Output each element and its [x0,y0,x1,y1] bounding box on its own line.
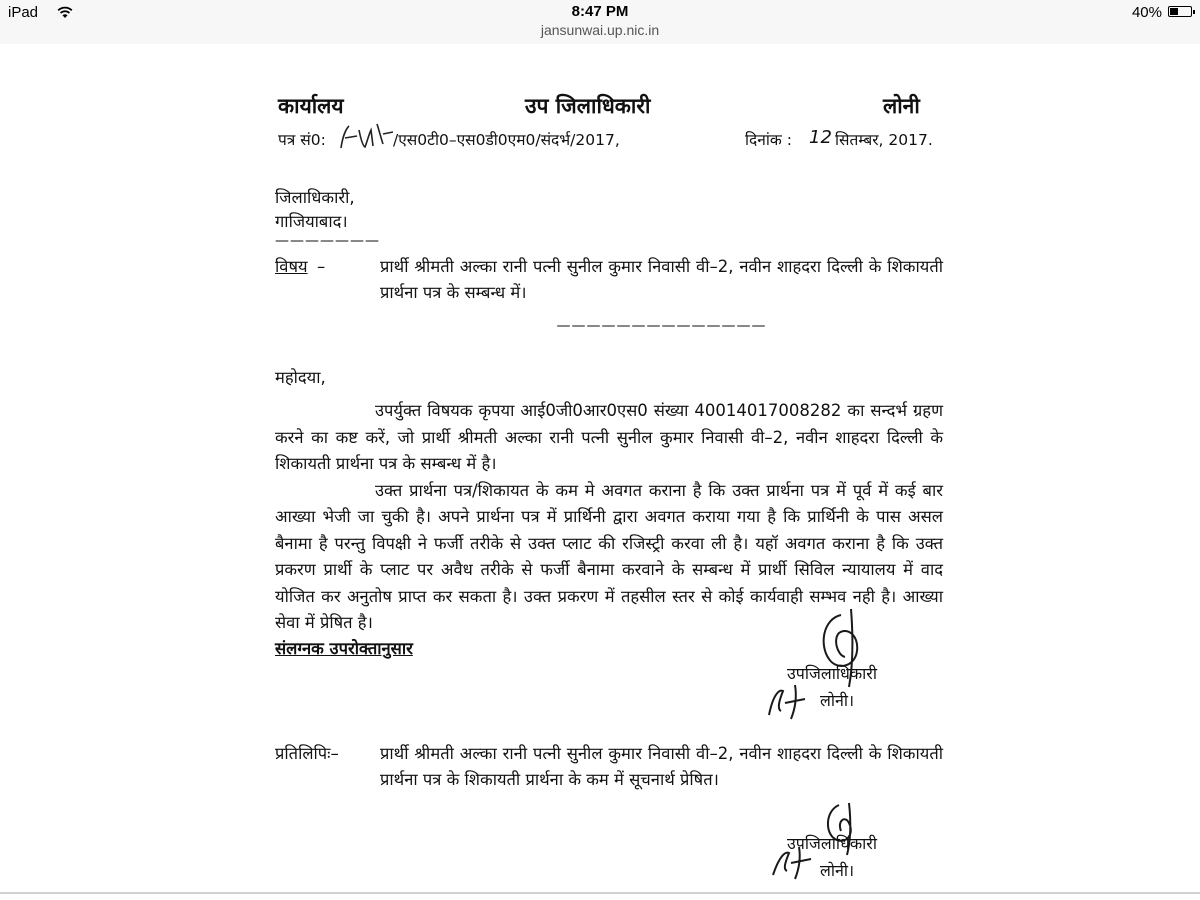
subject-text: प्रार्थी श्रीमती अल्का रानी पत्नी सुनील कुमार निवासी वी–2, नवीन शाहदरा दिल्ली के शिकायती प्रार्थना पत्र के सम्बन्ध में। [380,257,943,302]
subject-dash: – [317,257,326,276]
date-rest: सितम्बर, 2017. [835,131,933,149]
subject-rule: —————————————— [556,318,767,334]
battery-level [1170,8,1178,15]
date-handwritten-day: 12 [809,127,832,148]
addressee [275,186,943,248]
address-bar-url[interactable]: jansunwai.up.nic.in [540,22,660,38]
signatory-place-2: लोनी। [820,860,855,880]
handwritten-ref-scribble [337,116,397,156]
copy-text: प्रार्थी श्रीमती अल्का रानी पत्नी सुनील कुमार निवासी वी–2, नवीन शाहदरा दिल्ली के शिकायती प्रार्थना पत्र के शिकायती प्रार्थना के कम में सूचनार्थ प्रेषित। [380,743,943,789]
addressee-title: जिलाधिकारी, [275,188,355,207]
office-label: कार्यालय [278,94,344,118]
signatory-place: लोनी। [820,690,855,710]
officer-title: उप जिलाधिकारी [525,94,651,118]
body-paragraph-2: उक्त प्रार्थना पत्र/शिकायत के कम मे अवगत कराना है कि उक्त प्रार्थना पत्र में पूर्व में कई बार आख्या भेजी जा चुकी है। अपने प्रार्थना पत्र में प्रार्थिनी द्वारा अवगत कराया गया है कि प्रार्थिनी के पास असल बैनामा है परन्तु विपक्षी ने फर्जी तरीके से उक्त प्लाट की रजिस्ट्री करवा ली है। यहॉ अवगत कराना है कि उक्त प्रकरण प्रार्थी के प्लाट पर अवैध तरीके से फर्जी बैनामा करवाने के सम्बन्ध में प्रार्थी सिविल न्यायालय में वाद योजित कर अनुतोष प्राप्त कर सकता है। उक्त प्रकरण में तहसील स्तर से कोई कार्यवाही सम्भव नही है। आख्या सेवा में प्रेषित है। [275,480,943,632]
signature-block-2 [275,793,943,883]
office-place: लोनी [883,94,920,118]
document-page [0,44,1200,900]
reference-prefix: पत्र सं0: [278,131,326,149]
letter [275,94,943,883]
copy-label: प्रतिलिपिः– [275,743,339,763]
subject-block [275,254,943,306]
device-name: iPad [8,4,39,21]
date-label: दिनांक : [745,131,792,149]
salutation: महोदया, [275,368,326,387]
reference-line [275,128,943,156]
addressee-rule: ——————— [275,233,380,249]
battery-icon [1168,6,1192,17]
annexure-note: संलग्नक उपरोक्तानुसार [275,638,413,658]
clock: 8:47 PM [571,3,629,20]
copy-to-block [275,741,943,793]
addressee-place: गाजियाबाद। [275,212,348,231]
page-bottom-divider [0,892,1200,894]
subject-label: विषय [275,257,308,276]
signature-block-1 [275,661,943,733]
battery-percentage: 40% [1131,4,1162,21]
signatory-designation-2: उपजिलाधिकारी [787,833,877,853]
body-paragraph-1: उपर्युक्त विषयक कृपया आई0जी0आर0एस0 संख्या 40014017008282 का सन्दर्भ ग्रहण करने का कष्ट करें, जो प्रार्थी श्रीमती अल्का रानी पत्नी सुनील कुमार निवासी वी–2, नवीन शाहदरा दिल्ली के शिकायती प्रार्थना पत्र के सम्बन्ध में है। [275,401,943,473]
signatory-designation: उपजिलाधिकारी [787,663,877,683]
status-bar [0,0,1200,45]
reference-number: /एस0टी0–एस0डी0एम0/संदर्भ/2017, [393,131,620,149]
